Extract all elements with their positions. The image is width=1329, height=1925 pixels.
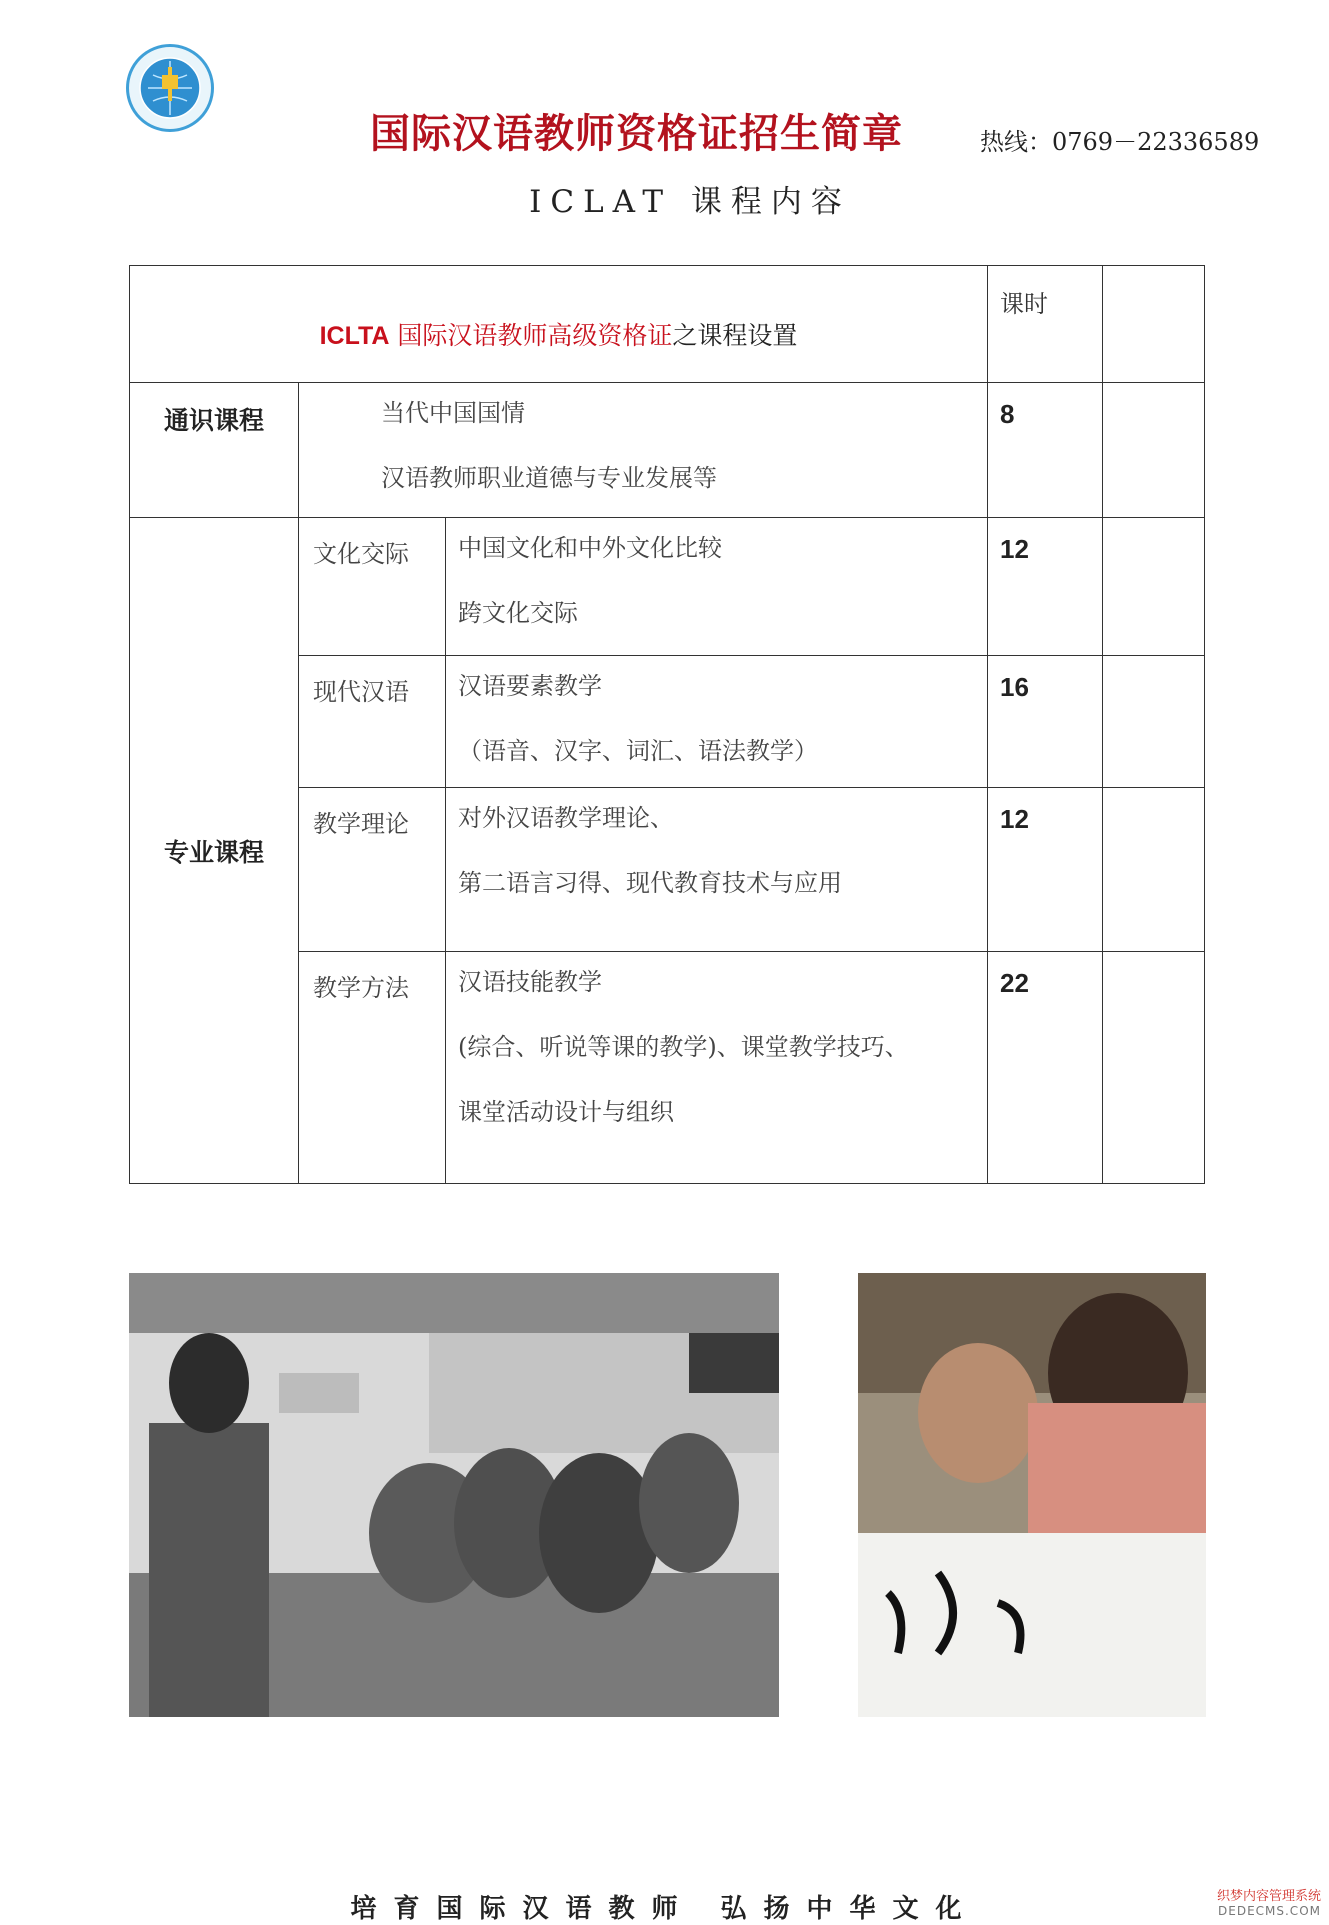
course-item: 汉语要素教学	[458, 672, 602, 700]
course-items	[446, 656, 988, 788]
hours-value: 12	[988, 518, 1103, 656]
heading-dark: 之课程设置	[672, 321, 798, 350]
hours-column-header: 课时	[988, 266, 1103, 383]
course-item: 对外汉语教学理论、	[458, 804, 674, 832]
subcategory: 教学方法	[299, 952, 446, 1184]
course-item: 汉语教师职业道德与专业发展等	[381, 464, 717, 492]
subcategory: 教学理论	[299, 788, 446, 952]
course-items	[446, 788, 988, 952]
classroom-photo	[129, 1273, 779, 1717]
site-watermark	[1217, 1885, 1321, 1918]
course-item: 中国文化和中外文化比较	[458, 534, 722, 562]
blank-cell	[1103, 656, 1205, 788]
table-heading	[130, 266, 988, 383]
blank-cell	[1103, 383, 1205, 518]
course-item: 跨文化交际	[458, 599, 578, 627]
blank-cell	[1103, 518, 1205, 656]
blank-cell	[1103, 788, 1205, 952]
hotline-text: 热线：0769－22336589	[980, 128, 1260, 156]
watermark-line: DEDECMS.COM	[1218, 1904, 1321, 1918]
course-item: (综合、听说等课的教学)、课堂教学技巧、	[458, 1033, 909, 1061]
hours-value: 12	[988, 788, 1103, 952]
course-item: 第二语言习得、现代教育技术与应用	[458, 869, 842, 897]
heading-en: ICLTA	[319, 322, 390, 350]
table-row	[130, 383, 1205, 518]
table-row	[130, 518, 1205, 656]
course-item: （语音、汉字、词汇、语法教学）	[458, 737, 818, 765]
hours-value: 8	[988, 383, 1103, 518]
category-general: 通识课程	[130, 383, 299, 518]
blank-column-header	[1103, 266, 1205, 383]
course-item: 课堂活动设计与组织	[458, 1098, 674, 1126]
heading-red: 国际汉语教师高级资格证	[389, 321, 673, 350]
subcategory: 文化交际	[299, 518, 446, 656]
course-item: 汉语技能教学	[458, 968, 602, 996]
course-item: 当代中国国情	[381, 399, 525, 427]
category-major: 专业课程	[130, 518, 299, 1184]
course-items	[446, 518, 988, 656]
table-header-row	[130, 266, 1205, 383]
course-items	[446, 952, 988, 1184]
hours-value: 22	[988, 952, 1103, 1184]
blank-cell	[1103, 952, 1205, 1184]
subcategory: 现代汉语	[299, 656, 446, 788]
association-logo	[126, 44, 214, 132]
footer-motto: 培育国际汉语教师 弘扬中华文化	[350, 1894, 979, 1924]
hours-value: 16	[988, 656, 1103, 788]
watermark-line: 织梦内容管理系统	[1216, 1889, 1321, 1904]
calligraphy-photo	[858, 1273, 1206, 1717]
course-table	[129, 265, 1205, 1184]
page-title: 国际汉语教师资格证招生简章	[370, 111, 903, 157]
general-items	[299, 383, 988, 518]
page-subtitle: ICLAT 课程内容	[529, 184, 851, 220]
